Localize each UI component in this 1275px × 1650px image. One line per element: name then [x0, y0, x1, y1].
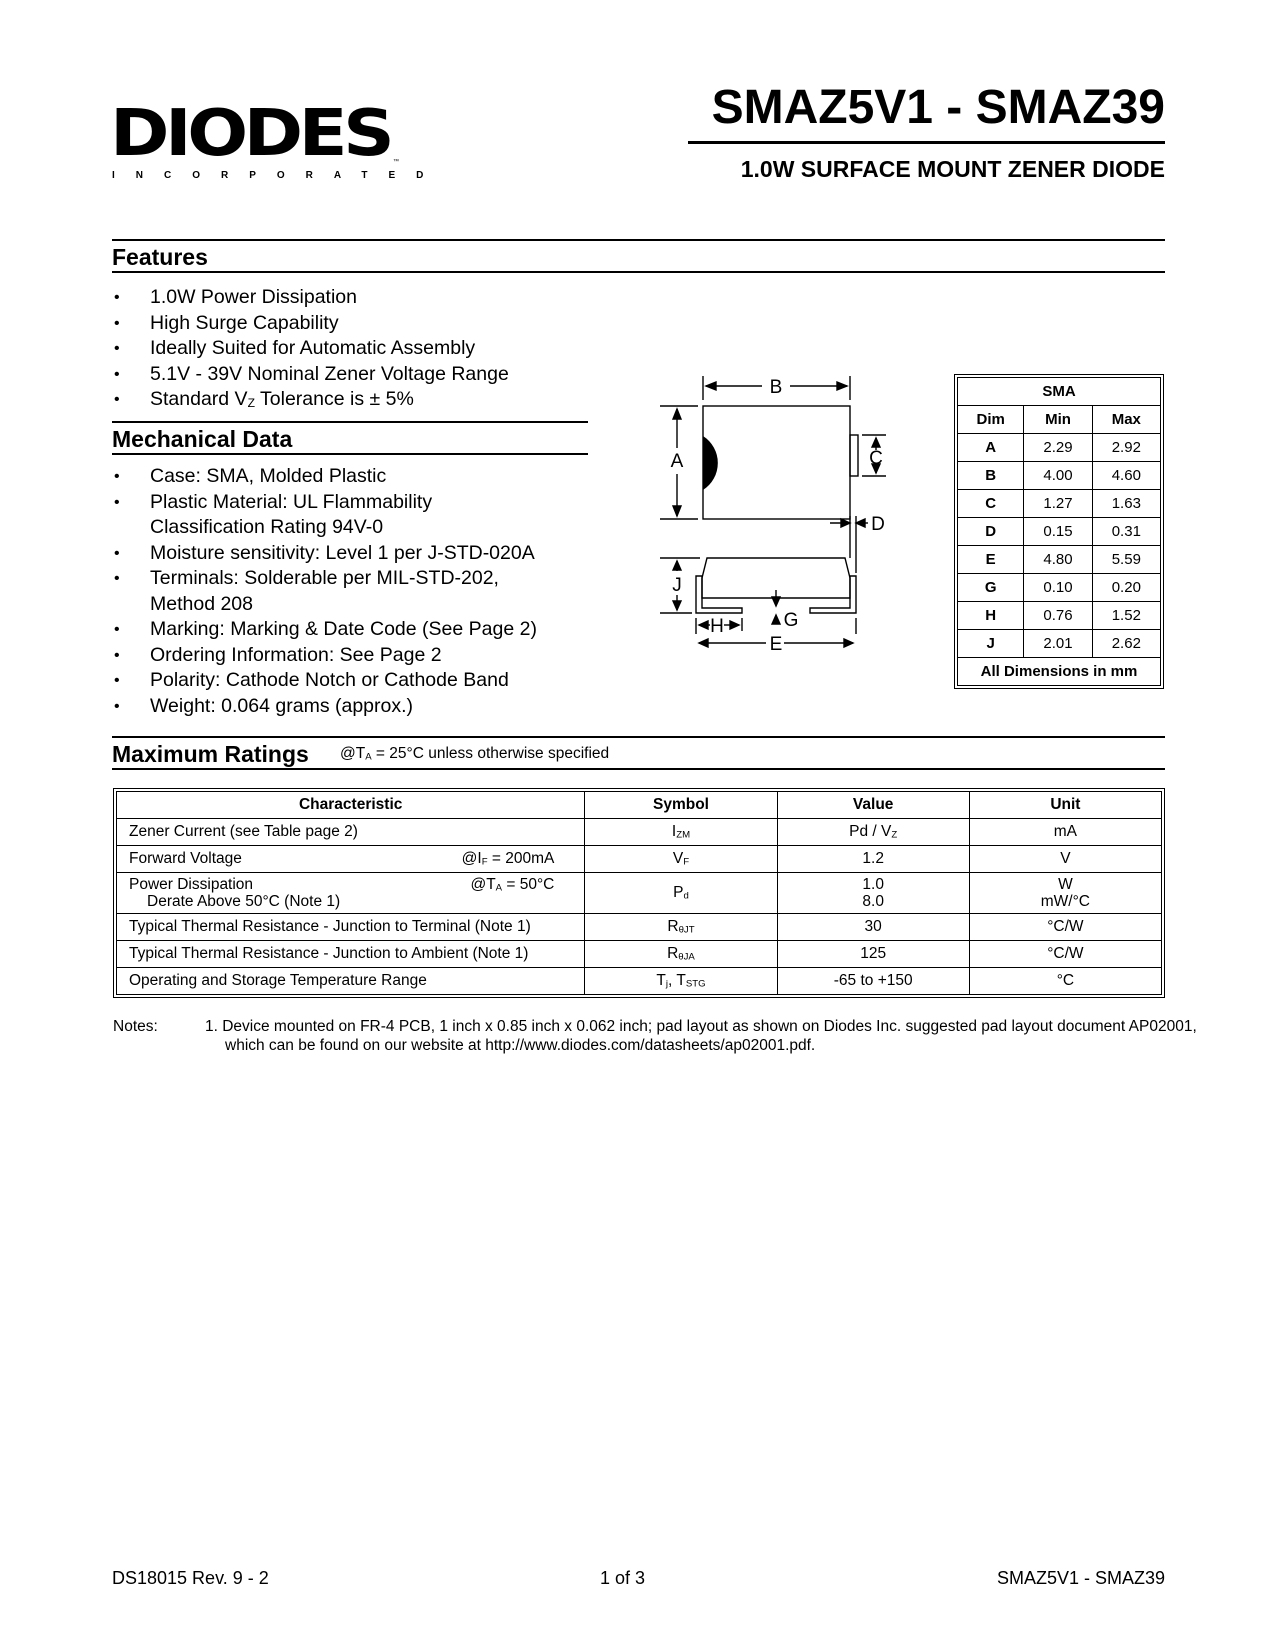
mechanical-item: • Marking: Marking & Date Code (See Page 2) — [112, 617, 632, 643]
table-row: C 1.27 1.63 — [958, 490, 1161, 518]
page-subtitle: 1.0W SURFACE MOUNT ZENER DIODE — [740, 156, 1165, 182]
ratings-condition: $@T_A = 25^\circ C$ unless otherwise specified — [340, 745, 610, 763]
feature-item: • 5.1V - 39V Nominal Zener Voltage Range — [112, 362, 632, 388]
dimensions-package: SMA — [958, 378, 1161, 406]
mechanical-item: • Terminals: Solderable per MIL-STD-202, Method 208 — [112, 566, 632, 617]
note-1: 1. Device mounted on FR-4 PCB, 1 inch x 0.85 inch x 0.062 inch; pad layout as shown on Diodes Inc. suggested pad layout document AP02001, which can be found on our website at http://www.diodes.com/datasheets/ap02001.pdf. — [205, 1018, 1197, 1054]
mechanical-item: • Moisture sensitivity: Level 1 per J-STD-020A — [112, 541, 632, 567]
dimensions-table — [954, 374, 1164, 689]
table-row: H 0.76 1.52 — [958, 602, 1161, 630]
ratings-heading: Maximum Ratings — [112, 741, 309, 767]
dimensions-footer: All Dimensions in mm — [958, 658, 1161, 686]
feature-item: • Ideally Suited for Automatic Assembly — [112, 336, 632, 362]
footer-part-range: SMAZ5V1 - SMAZ39 — [996, 1568, 1165, 1588]
table-row: D 0.15 0.31 — [958, 518, 1161, 546]
table-row: E 4.80 5.59 — [958, 546, 1161, 574]
mechanical-item: • Ordering Information: See Page 2 — [112, 643, 632, 669]
dim-label-h: H — [710, 616, 724, 637]
title-divider — [688, 141, 1165, 144]
footer-page-number: 1 of 3 — [600, 1568, 646, 1588]
ratings-rule-top — [112, 736, 1165, 738]
mechanical-item: • Plastic Material: UL Flammability Classification Rating 94V-0 — [112, 490, 632, 541]
feature-item: • High Surge Capability — [112, 311, 632, 337]
ratings-header: Unit — [969, 792, 1161, 819]
dimensions-header: Max — [1092, 406, 1160, 434]
dim-label-g: G — [783, 610, 799, 631]
ratings-table — [113, 788, 1165, 998]
mechanical-list — [112, 464, 632, 719]
dim-label-j: J — [672, 575, 682, 596]
notes-label: Notes: — [113, 1018, 158, 1035]
table-row: Typical Thermal Resistance - Junction to Terminal (Note 1) $R_{\theta JT}$ 30 °C/W — [117, 914, 1162, 941]
dim-label-c: C — [869, 448, 883, 469]
table-row: J 2.01 2.62 — [958, 630, 1161, 658]
ratings-header: Characteristic — [117, 792, 585, 819]
dim-label-a: A — [670, 451, 684, 472]
features-list — [112, 285, 632, 413]
mechanical-item: • Polarity: Cathode Notch or Cathode Band — [112, 668, 632, 694]
package-outline-diagram — [650, 368, 890, 668]
diodes-logo — [110, 97, 445, 188]
top-view-body — [703, 406, 850, 519]
table-row: Forward Voltage $@I_F = 200mA$ $V_F$ 1.2 V — [117, 846, 1162, 873]
logo-word: DIODES — [110, 97, 391, 171]
page-title: SMAZ5V1 - SMAZ39 — [711, 81, 1165, 134]
mechanical-rule-bottom — [112, 453, 588, 455]
mechanical-rule-top — [112, 421, 588, 423]
footer-doc-number: DS18015 Rev. 9 - 2 — [112, 1568, 269, 1588]
dim-label-b: B — [769, 377, 783, 398]
cathode-notch — [703, 436, 718, 490]
table-row: Power Dissipation $@T_A = 50^\circ C$ Derate Above 50°C (Note 1) $P_d$ 1.0 8.0 W mW/°C — [117, 873, 1162, 914]
table-row: Operating and Storage Temperature Range $T_j$, $T_{STG}$ -65 to +150 °C — [117, 968, 1162, 995]
dim-label-d: D — [871, 514, 885, 535]
features-rule-top — [112, 239, 1165, 241]
mechanical-item: • Case: SMA, Molded Plastic — [112, 464, 632, 490]
mechanical-heading: Mechanical Data — [112, 426, 293, 452]
mechanical-item: • Weight: 0.064 grams (approx.) — [112, 694, 632, 720]
logo-trademark: ™ — [393, 159, 399, 165]
table-row: G 0.10 0.20 — [958, 574, 1161, 602]
features-rule-bottom — [112, 271, 1165, 273]
table-row: Zener Current (see Table page 2) $I_{ZM}$ Pd / $V_Z$ mA — [117, 819, 1162, 846]
ratings-header: Symbol — [585, 792, 777, 819]
features-heading: Features — [112, 244, 208, 270]
feature-item-tolerance: • Standard $V_Z$ Tolerance is ± 5% — [112, 387, 632, 413]
table-row: B 4.00 4.60 — [958, 462, 1161, 490]
dimensions-header: Dim — [958, 406, 1024, 434]
table-row: A 2.29 2.92 — [958, 434, 1161, 462]
ratings-rule-bottom — [112, 768, 1165, 770]
feature-item: • 1.0W Power Dissipation — [112, 285, 632, 311]
logo-subtext: INCORPORATED — [112, 170, 445, 181]
table-row: Typical Thermal Resistance - Junction to Ambient (Note 1) $R_{\theta JA}$ 125 °C/W — [117, 941, 1162, 968]
dim-label-e: E — [769, 634, 783, 655]
dimensions-header: Min — [1024, 406, 1092, 434]
ratings-header: Value — [777, 792, 969, 819]
